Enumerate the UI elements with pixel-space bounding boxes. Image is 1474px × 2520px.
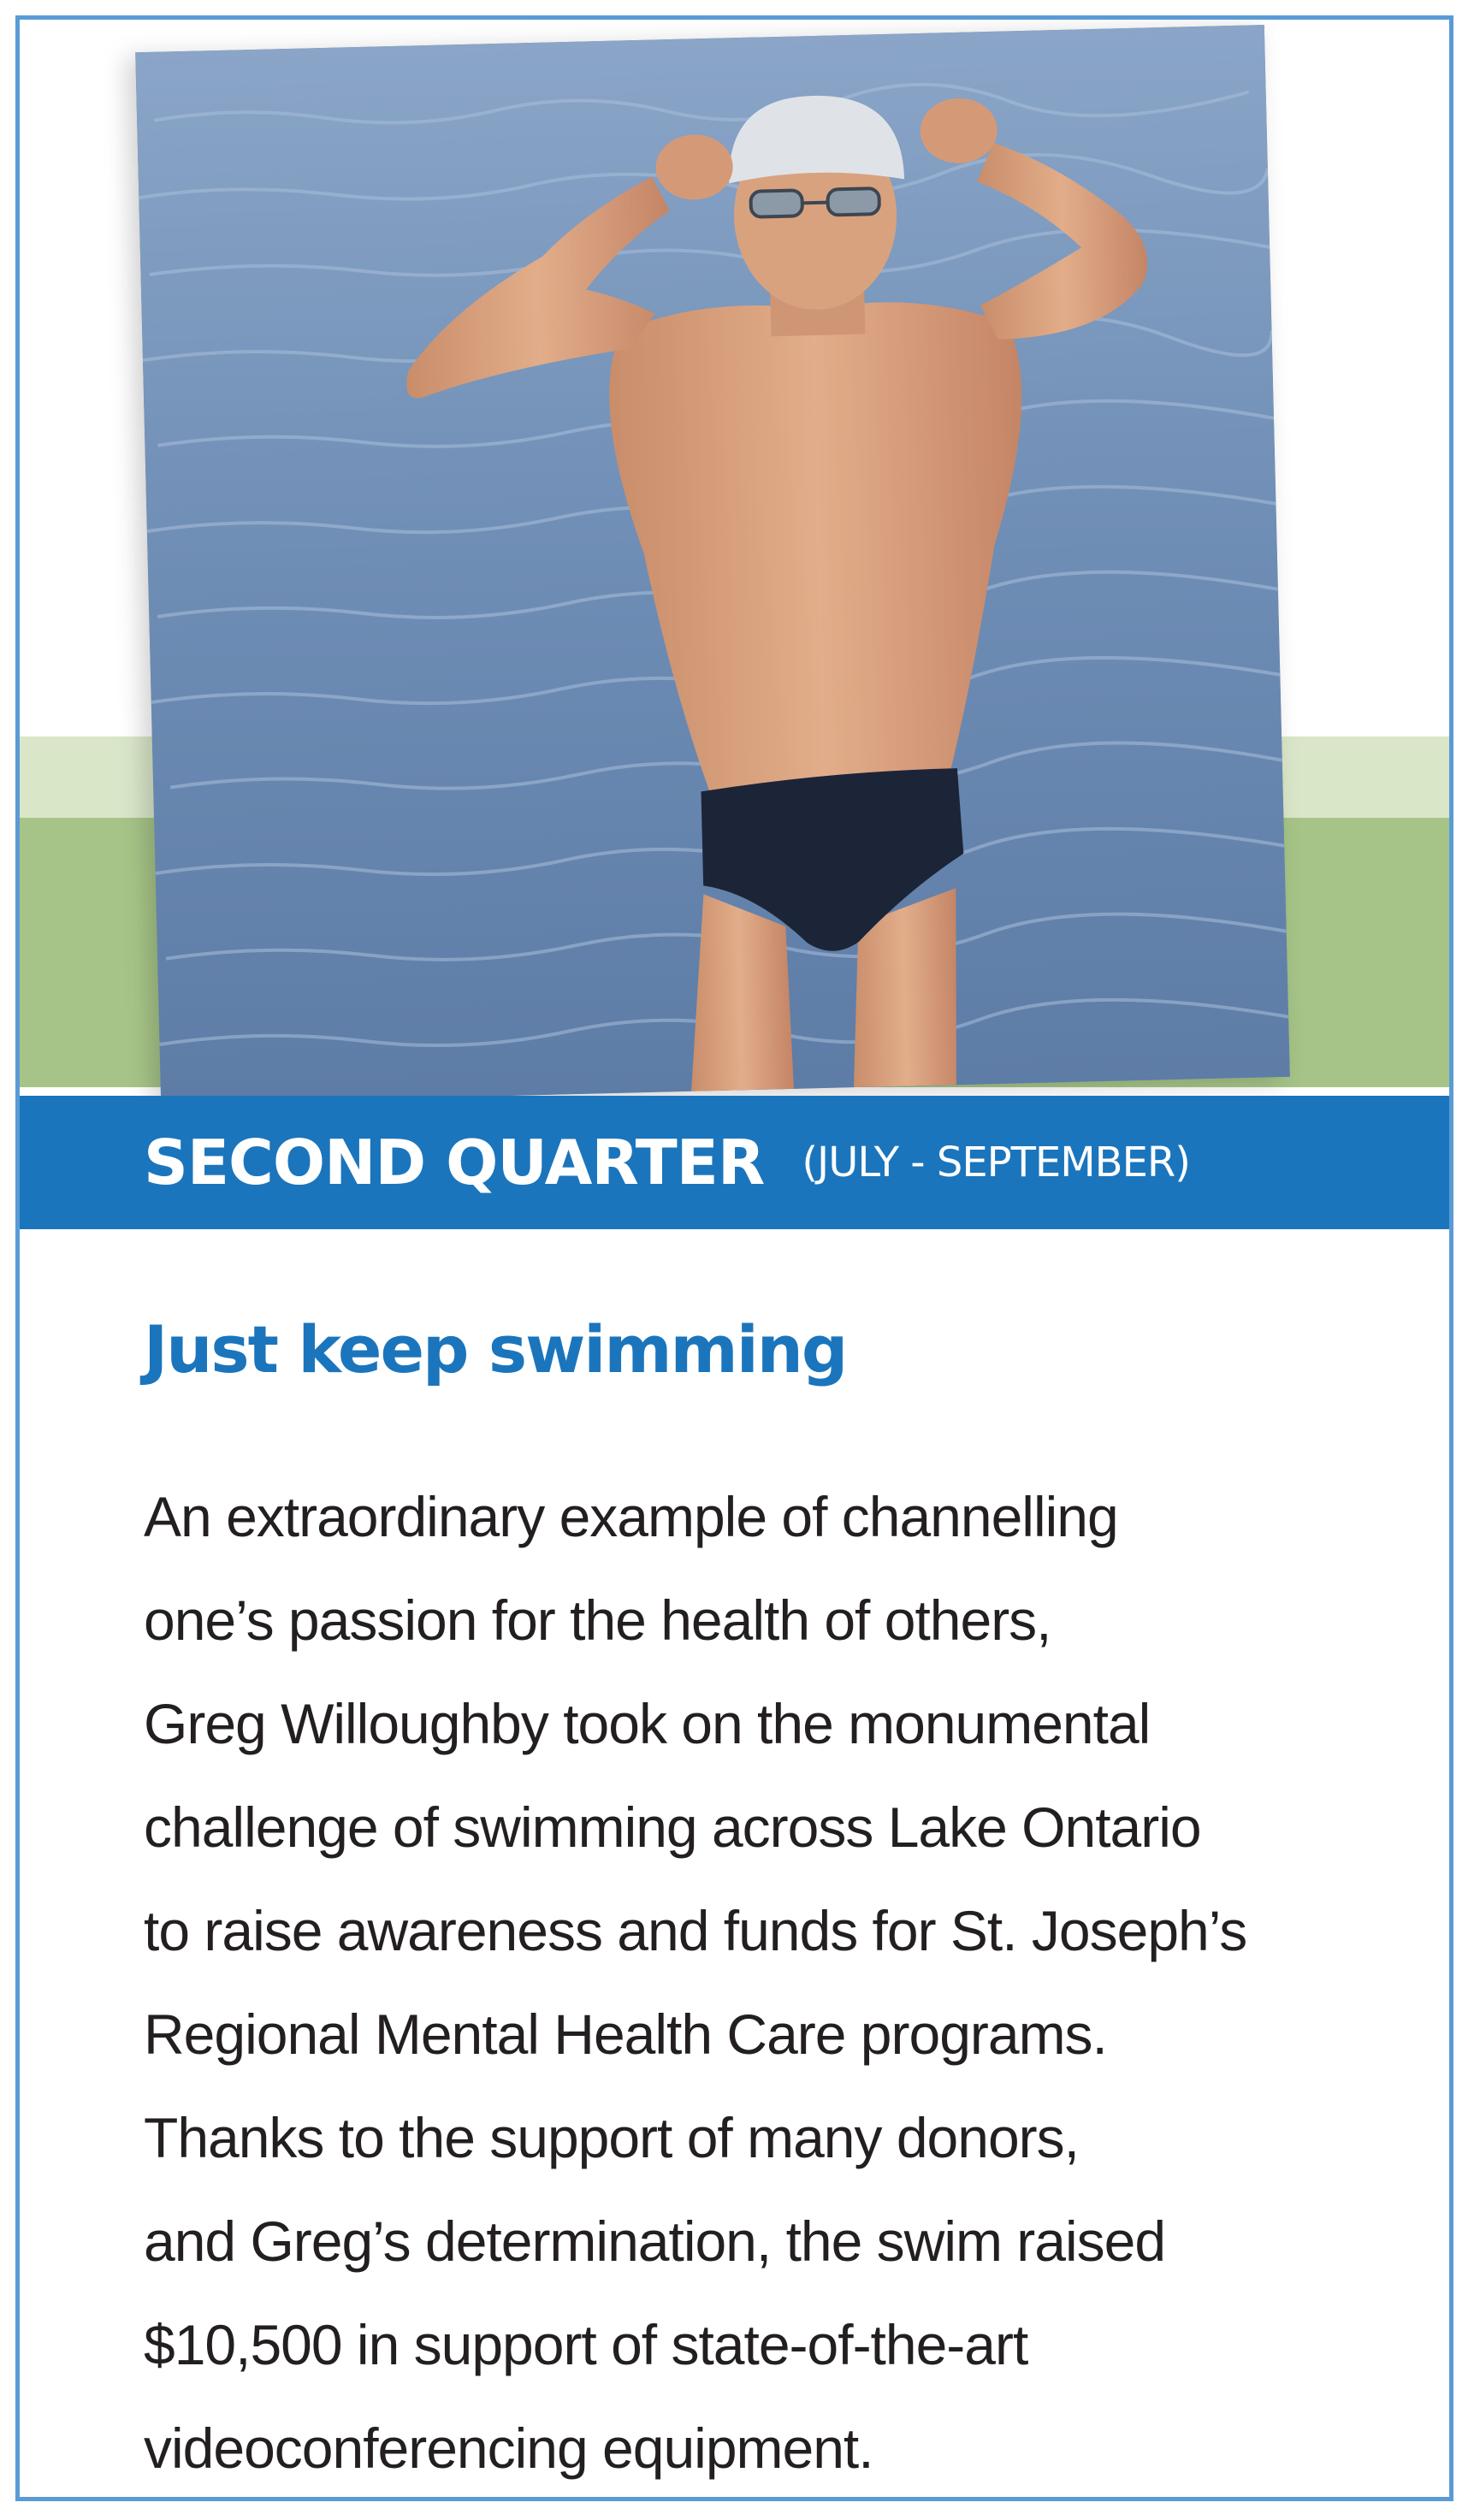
swimmer-illustration — [135, 25, 1290, 1104]
quarter-title: SECOND QUARTER — [144, 1127, 765, 1198]
body-line: one’s passion for the health of others, — [144, 1588, 1051, 1652]
body-line: and Greg’s determination, the swim raised — [144, 2209, 1166, 2273]
body-line: Greg Willoughby took on the monumental — [144, 1692, 1151, 1755]
article-headline: Just keep swimming — [144, 1311, 847, 1387]
body-line: videoconferencing equipment. — [144, 2416, 873, 2480]
body-line: challenge of swimming across Lake Ontario — [144, 1795, 1201, 1859]
body-line: $10,500 in support of state-of-the-art — [144, 2313, 1028, 2376]
article-body — [144, 1465, 1410, 2500]
swimmer-photo — [135, 25, 1290, 1104]
quarter-date-range: (JULY - SEPTEMBER) — [802, 1139, 1190, 1186]
quarter-header-bar — [20, 1096, 1449, 1229]
body-line: An extraordinary example of channelling — [144, 1485, 1118, 1548]
body-line: Thanks to the support of many donors, — [144, 2106, 1079, 2169]
body-line: to raise awareness and funds for St. Joseph’s — [144, 1899, 1247, 1962]
body-line: Regional Mental Health Care programs. — [144, 2002, 1107, 2066]
story-card — [15, 15, 1453, 2501]
